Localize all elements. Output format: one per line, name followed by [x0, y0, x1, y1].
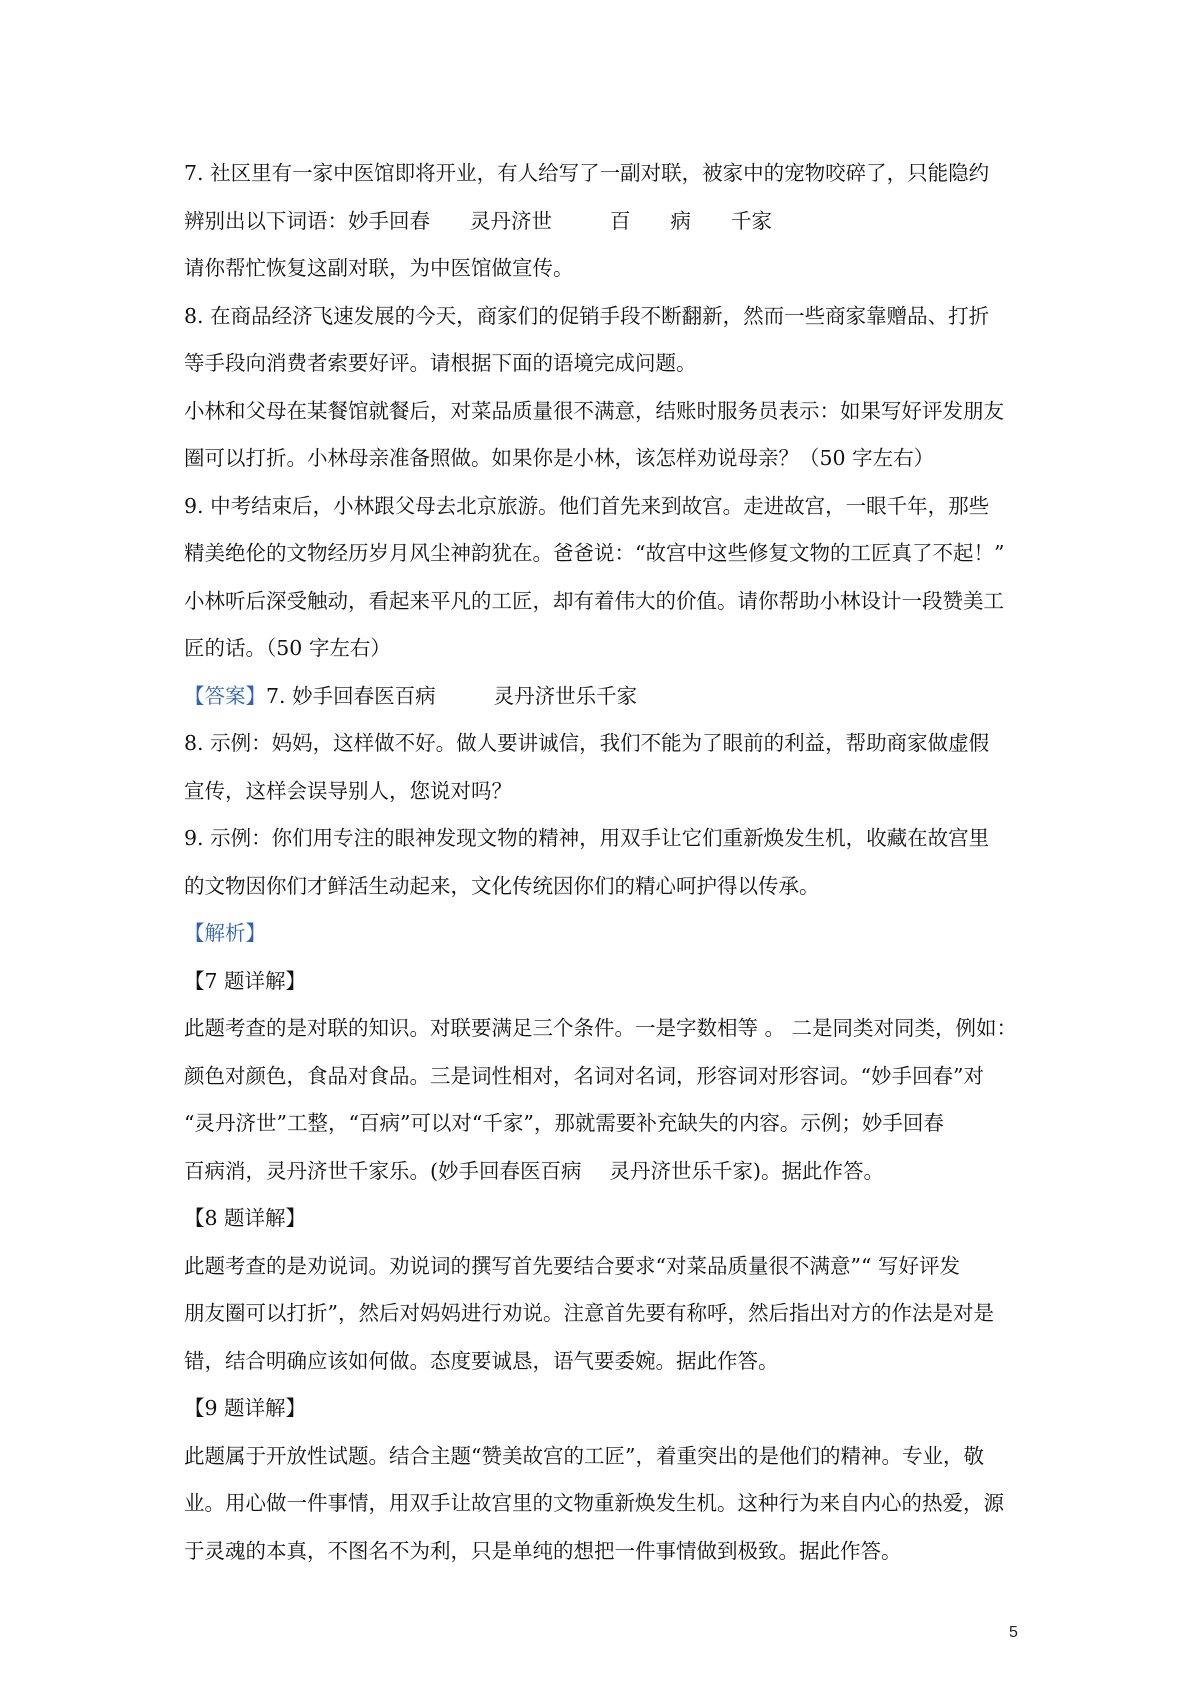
q8-line-3: 小林和父母在某餐馆就餐后，对菜品质量很不满意，结账时服务员表示：如果写好评发朋友: [184, 398, 1004, 423]
q8-line-4: 圈可以打折。小林母亲准备照做。如果你是小林，该怎样劝说母亲？（50 字左右）: [184, 446, 935, 470]
analysis-tag: 【解析】: [184, 921, 266, 945]
detail-8-line-2: 朋友圈可以打折”，然后对妈妈进行劝说。注意首先要有称呼，然后指出对方的作法是对是: [184, 1301, 994, 1325]
detail-8-line-3: 错，结合明确应该如何做。态度要诚恳，语气要委婉。据此作答。: [184, 1348, 779, 1373]
q9-line-4: 匠的话。（50 字左右）: [184, 636, 391, 660]
answer-9-line-1: 9. 示例：你们用专注的眼神发现文物的精神，用双手让它们重新焕发生机，收藏在故宫里: [184, 826, 990, 850]
q7-word-1: 灵丹济世: [470, 208, 552, 233]
q7-line-3: 请你帮忙恢复这副对联，为中医馆做宣传。: [184, 256, 574, 280]
page-number: 5: [1009, 1624, 1018, 1641]
q8-line-2: 等手段向消费者索要好评。请根据下面的语境完成问题。: [184, 351, 697, 375]
document-body: [184, 150, 1030, 1575]
detail-9-line-3: 于灵魂的本真，不图名不为利，只是单纯的想把一件事情做到极致。据此作答。: [184, 1538, 902, 1563]
q7-word-2: 百: [610, 208, 631, 233]
detail-7-line-2: 颜色对颜色，食品对食品。三是词性相对，名词对名词，形容词对形容词。“妙手回春”对: [184, 1063, 984, 1088]
answer-8-line-2: 宣传，这样会误导别人，您说对吗？: [184, 778, 512, 803]
answer-8-line-1: 8. 示例：妈妈，这样做不好。做人要讲诚信，我们不能为了眼前的利益，帮助商家做虚假: [184, 731, 990, 755]
q9-line-3: 小林听后深受触动，看起来平凡的工匠，却有着伟大的价值。请你帮助小林设计一段赞美工: [184, 588, 1004, 613]
q7-word-4: 千家: [731, 208, 772, 233]
q7-line-1: 7. 社区里有一家中医馆即将开业，有人给写了一副对联，被家中的宠物咬碎了，只能隐约: [184, 161, 990, 185]
detail-7-line-1: 此题考查的是对联的知识。对联要满足三个条件。一是字数相等 。 二是同类对同类，例如：: [184, 1016, 1018, 1040]
q9-line-2: 精美绝伦的文物经历岁月风尘神韵犹在。爸爸说：“故宫中这些修复文物的工匠真了不起！”: [184, 541, 1005, 565]
q9-line-1: 9. 中考结束后，小林跟父母去北京旅游。他们首先来到故宫。走进故宫，一眼千年，那些: [184, 493, 990, 518]
detail-9-line-2: 业。用心做一件事情，用双手让故宫里的文物重新焕发生机。这种行为来自内心的热爱，源: [184, 1491, 1004, 1515]
q7-word-3: 病: [670, 208, 691, 233]
analysis-line: [184, 910, 1030, 958]
detail-8-line-1: 此题考查的是劝说词。劝说词的撰写首先要结合要求“对菜品质量很不满意”“ 写好评发: [184, 1253, 960, 1278]
detail-7-line-4-prefix: 百病消，灵丹济世千家乐。(妙手回春医百病: [184, 1158, 582, 1183]
answer-tag: 【答案】: [184, 683, 266, 708]
q7-line-2-prefix: 辨别出以下词语：妙手回春: [184, 208, 430, 233]
detail-9-line-1: 此题属于开放性试题。结合主题“赞美故宫的工匠”，着重突出的是他们的精神。专业，敬: [184, 1443, 984, 1468]
detail-7-title: 【7 题详解】: [184, 968, 307, 993]
answer-line-7: [184, 673, 1030, 721]
detail-9-title: 【9 题详解】: [184, 1396, 307, 1420]
answer-7-prefix: 7. 妙手回春医百病: [266, 683, 436, 708]
detail-8-title: 【8 题详解】: [184, 1206, 307, 1230]
q8-line-1: 8. 在商品经济飞速发展的今天，商家们的促销手段不断翻新，然而一些商家靠赠品、打折: [184, 303, 990, 328]
q7-line-2: [184, 198, 1030, 246]
answer-9-line-2: 的文物因你们才鲜活生动起来，文化传统因你们的精心呵护得以传承。: [184, 873, 820, 898]
answer-7-suffix: 灵丹济世乐千家: [493, 683, 638, 708]
detail-7-line-3: “灵丹济世”工整，“百病”可以对“千家”，那就需要补充缺失的内容。示例；妙手回春: [184, 1111, 944, 1135]
detail-7-line-4: [184, 1148, 1030, 1196]
detail-7-line-4-suffix: 灵丹济世乐千家)。据此作答。: [609, 1158, 884, 1183]
